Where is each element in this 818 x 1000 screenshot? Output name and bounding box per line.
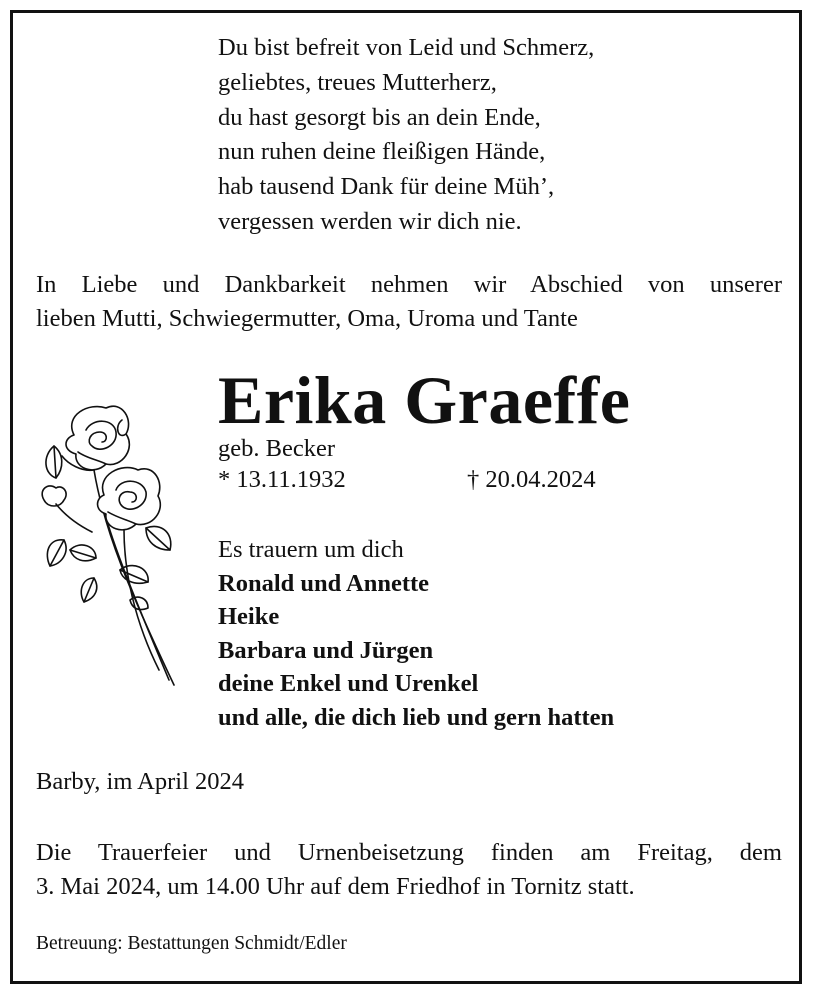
- intro-line: In Liebe und Dankbarkeit nehmen wir Abschied von unserer: [36, 271, 782, 298]
- mourners: [218, 533, 614, 734]
- service-info: [36, 836, 782, 904]
- intro-text: [36, 268, 782, 336]
- poem-line: du hast gesorgt bis an dein Ende,: [218, 103, 541, 131]
- poem-line: Du bist befreit von Leid und Schmerz,: [218, 34, 595, 61]
- mourner-name: deine Enkel und Urenkel: [218, 670, 479, 697]
- poem-line: geliebtes, treues Mutterherz,: [218, 68, 497, 96]
- service-line: 3. Mai 2024, um 14.00 Uhr auf dem Friedhof in Tornitz statt.: [36, 873, 635, 900]
- service-line: Die Trauerfeier und Urnenbeisetzung finden am Freitag, dem: [36, 839, 782, 866]
- poem-line: vergessen werden wir dich nie.: [218, 207, 522, 235]
- funeral-home: Betreuung: Bestattungen Schmidt/Edler: [36, 933, 347, 954]
- poem-line: hab tausend Dank für deine Müh’,: [218, 173, 555, 201]
- place-date: Barby, im April 2024: [36, 768, 245, 795]
- death-date: † 20.04.2024: [467, 466, 596, 493]
- mourner-name: Ronald und Annette: [218, 569, 430, 597]
- deceased-name: Erika Graeffe: [218, 362, 631, 438]
- roses-icon: [34, 400, 184, 695]
- birth-date: * 13.11.1932: [218, 466, 346, 493]
- mourner-name: Barbara und Jürgen: [218, 636, 434, 664]
- poem: [218, 31, 594, 240]
- mourner-name: und alle, die dich lieb und gern hatten: [218, 703, 615, 731]
- maiden-name: geb. Becker: [218, 435, 335, 462]
- mourner-name: Heike: [218, 603, 280, 630]
- poem-line: nun ruhen deine fleißigen Hände,: [218, 138, 546, 166]
- mourners-intro: Es trauern um dich: [218, 536, 404, 563]
- intro-line: lieben Mutti, Schwiegermutter, Oma, Uroma und Tante: [36, 305, 578, 332]
